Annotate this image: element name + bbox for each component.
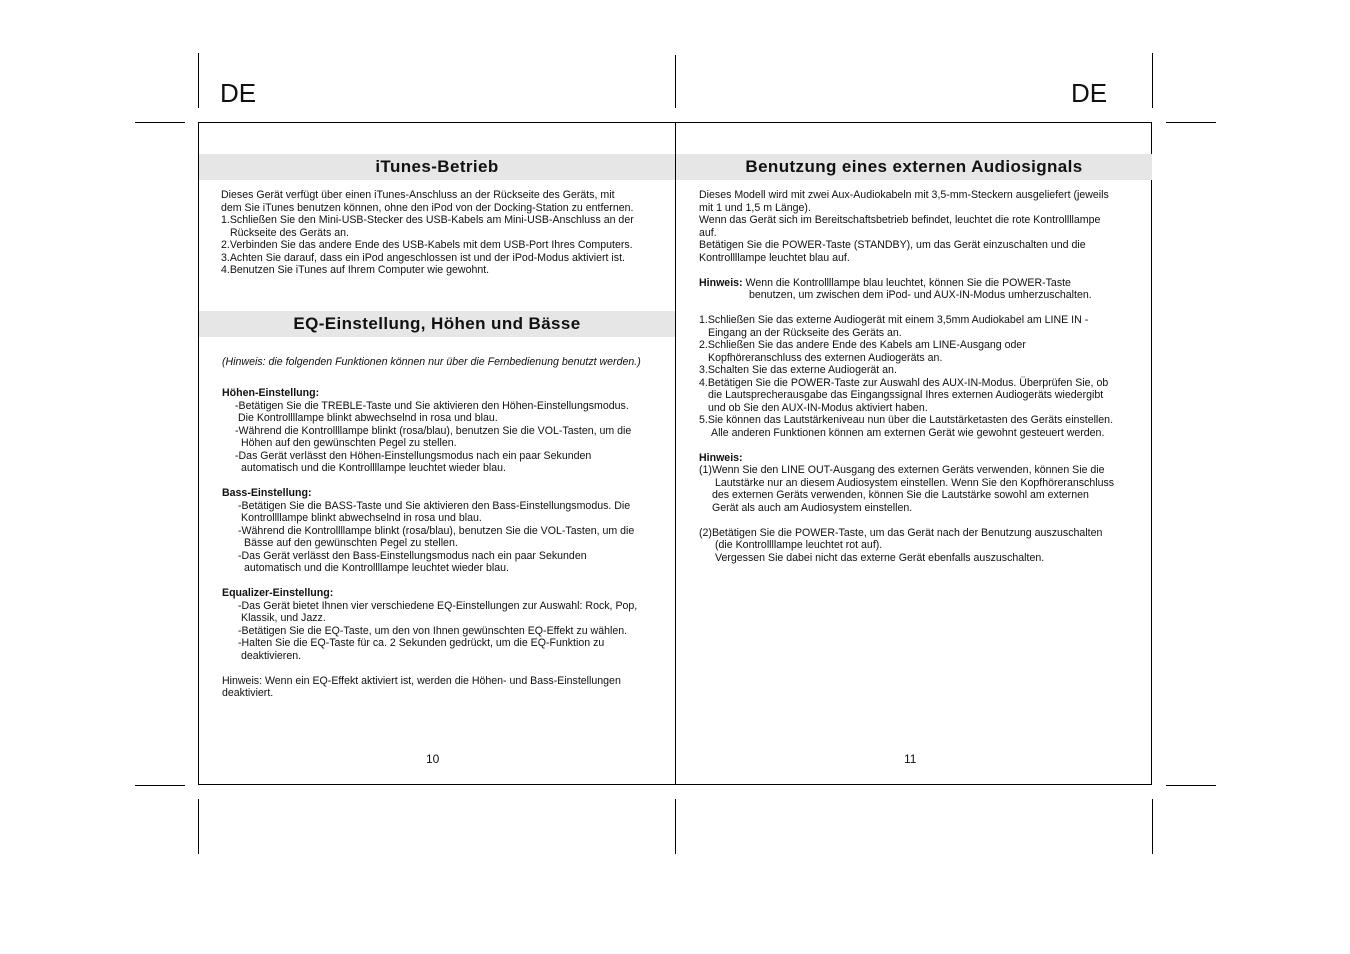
crop-mark-left-bottom-horizontal	[135, 785, 185, 786]
text-line: und ob Sie den AUX-IN-Modus aktiviert haben.	[708, 401, 928, 414]
crop-mark-top-right-vertical	[1152, 53, 1153, 108]
text-line: 3.Schalten Sie das externe Audiogerät an.	[699, 364, 897, 376]
bass-heading: Bass-Einstellung:	[222, 487, 312, 499]
text-line: Dieses Modell wird mit zwei Aux-Audiokabeln mit 3,5-mm-Steckern ausgeliefert (jeweils	[699, 189, 1109, 201]
text-line: (die Kontrollllampe leuchtet rot auf).	[715, 539, 883, 551]
external-audio-section-title: Benutzung eines externen Audiosignals	[676, 154, 1152, 180]
text-line: Bässe auf den gewünschten Pegel zu stellen.	[244, 537, 458, 549]
text-line: 2.Schließen Sie das andere Ende des Kabels am LINE-Ausgang oder	[699, 339, 1026, 351]
eq-section-body	[222, 356, 672, 700]
text-line: -Betätigen Sie die TREBLE-Taste und Sie aktivieren den Höhen-Einstellungsmodus.	[235, 399, 629, 412]
hint-heading: Hinweis:	[699, 451, 743, 464]
text-line: Kopfhöreranschluss des externen Audiogeräts an.	[708, 351, 943, 364]
text-line: -Das Gerät bietet Ihnen vier verschiedene EQ-Einstellungen zur Auswahl: Rock, Pop,	[238, 599, 638, 612]
language-label-right: DE	[1071, 78, 1108, 108]
text-line: -Das Gerät verlässt den Bass-Einstellungsmodus nach ein paar Sekunden	[238, 549, 587, 562]
crop-mark-bottom-center-vertical	[675, 799, 676, 854]
hint-line	[699, 277, 1144, 290]
text-line: automatisch und die Kontrollllampe leuchtet wieder blau.	[241, 462, 506, 474]
eq-section-title: EQ-Einstellung, Höhen und Bässe	[199, 311, 675, 337]
text-line: Die Kontrollllampe blinkt abwechselnd in rosa und blau.	[238, 412, 498, 424]
text-line: Dieses Gerät verfügt über einen iTunes-Anschluss an der Rückseite des Geräts, mit	[221, 189, 615, 201]
text-line: benutzen, um zwischen dem iPod- und AUX-IN-Modus umherzuschalten.	[749, 289, 1092, 301]
text-line: Hinweis: Wenn ein EQ-Effekt aktiviert ist, werden die Höhen- und Bass-Einstellungen	[222, 674, 621, 687]
hint-text: Wenn die Kontrollllampe blau leuchtet, können Sie die POWER-Taste	[742, 276, 1071, 289]
text-line: Kontrollllampe leuchtet blau auf.	[699, 251, 850, 264]
text-line: 4.Betätigen Sie die POWER-Taste zur Auswahl des AUX-IN-Modus. Überprüfen Sie, ob	[699, 376, 1109, 389]
language-label-left: DE	[220, 78, 257, 108]
text-line: 2.Verbinden Sie das andere Ende des USB-Kabels mit dem USB-Port Ihres Computers.	[221, 239, 633, 251]
text-line: automatisch und die Kontrollllampe leuchtet wieder blau.	[244, 562, 509, 574]
remote-note: (Hinweis: die folgenden Funktionen können nur über die Fernbedienung benutzt werden.)	[222, 356, 641, 368]
itunes-section-body	[221, 189, 671, 277]
text-line: (1)Wenn Sie den LINE OUT-Ausgang des externen Geräts verwenden, können Sie die	[699, 464, 1105, 476]
text-line: Gerät als auch am Audiosystem einstellen.	[712, 501, 913, 514]
text-line: Klassik, und Jazz.	[241, 612, 326, 624]
text-line: des externen Geräts verwenden, können Sie die Lautstärke sowohl am externen	[712, 489, 1089, 501]
text-line: dem Sie iTunes benutzen können, ohne den iPod von der Docking-Station zu entfernen.	[221, 201, 634, 214]
text-line: Betätigen Sie die POWER-Taste (STANDBY), um das Gerät einzuschalten und die	[699, 239, 1086, 251]
text-line: -Während die Kontrollllampe blinkt (rosa/blau), benutzen Sie die VOL-Tasten, um die	[235, 424, 632, 437]
text-line: Vergessen Sie dabei nicht das externe Gerät ebenfalls auszuschalten.	[715, 551, 1045, 564]
page-divider	[675, 122, 676, 785]
text-line: auf.	[699, 226, 717, 239]
text-line: mit 1 und 1,5 m Länge).	[699, 201, 811, 214]
text-line: Wenn das Gerät sich im Bereitschaftsbetrieb befindet, leuchtet die rote Kontrollllampe	[699, 214, 1101, 226]
external-audio-section-body	[699, 189, 1144, 564]
text-line: Lautstärke nur an diesem Audiosystem einstellen. Wenn Sie den Kopfhöreranschluss	[715, 476, 1115, 489]
treble-heading: Höhen-Einstellung:	[222, 387, 320, 399]
crop-mark-top-left-vertical	[198, 53, 199, 108]
text-line: 1.Schließen Sie das externe Audiogerät mit einem 3,5mm Audiokabel am LINE IN -	[699, 314, 1089, 326]
text-line: die Lautsprecherausgabe das Eingangssignal Ihres externen Audiogeräts wiedergibt	[708, 389, 1104, 401]
text-line: Alle anderen Funktionen können am externen Gerät wie gewohnt gesteuert werden.	[711, 426, 1105, 439]
crop-mark-bottom-left-vertical	[198, 799, 199, 854]
crop-mark-left-top-horizontal	[135, 122, 185, 123]
page-number-left: 10	[426, 752, 440, 766]
text-line: -Während die Kontrollllampe blinkt (rosa/blau), benutzen Sie die VOL-Tasten, um die	[238, 524, 635, 537]
page-number-right: 11	[904, 752, 917, 766]
crop-mark-right-bottom-horizontal	[1166, 785, 1216, 786]
text-line: -Das Gerät verlässt den Höhen-Einstellungsmodus nach ein paar Sekunden	[235, 449, 592, 462]
text-line: 3.Achten Sie darauf, dass ein iPod angeschlossen ist und der iPod-Modus aktiviert ist.	[221, 251, 625, 264]
text-line: (2)Betätigen Sie die POWER-Taste, um das Gerät nach der Benutzung auszuschalten	[699, 526, 1103, 539]
hint-label: Hinweis:	[699, 276, 743, 289]
crop-mark-right-top-horizontal	[1166, 122, 1216, 123]
crop-mark-bottom-right-vertical	[1152, 799, 1153, 854]
text-line: Eingang an der Rückseite des Geräts an.	[708, 326, 902, 339]
text-line: Rückseite des Geräts an.	[230, 226, 349, 239]
crop-mark-top-center-vertical	[675, 55, 676, 108]
text-line: -Betätigen Sie die BASS-Taste und Sie aktivieren den Bass-Einstellungsmodus. Die	[238, 499, 631, 512]
text-line: Höhen auf den gewünschten Pegel zu stellen.	[241, 437, 457, 449]
text-line: -Halten Sie die EQ-Taste für ca. 2 Sekunden gedrückt, um die EQ-Funktion zu	[238, 637, 605, 649]
text-line: 5.Sie können das Lautstärkeniveau nun über die Lautstärketasten des Geräts einstellen.	[699, 414, 1114, 426]
text-line: deaktivieren.	[241, 649, 302, 662]
text-line: Kontrollllampe blinkt abwechselnd in rosa und blau.	[241, 512, 482, 524]
text-line: deaktiviert.	[222, 687, 274, 699]
text-line: -Betätigen Sie die EQ-Taste, um den von Ihnen gewünschten EQ-Effekt zu wählen.	[238, 624, 628, 637]
text-line: 4.Benutzen Sie iTunes auf Ihrem Computer wie gewohnt.	[221, 264, 490, 276]
text-line: 1.Schließen Sie den Mini-USB-Stecker des USB-Kabels am Mini-USB-Anschluss an der	[221, 214, 634, 226]
equalizer-heading: Equalizer-Einstellung:	[222, 587, 334, 599]
itunes-section-title: iTunes-Betrieb	[199, 154, 675, 180]
